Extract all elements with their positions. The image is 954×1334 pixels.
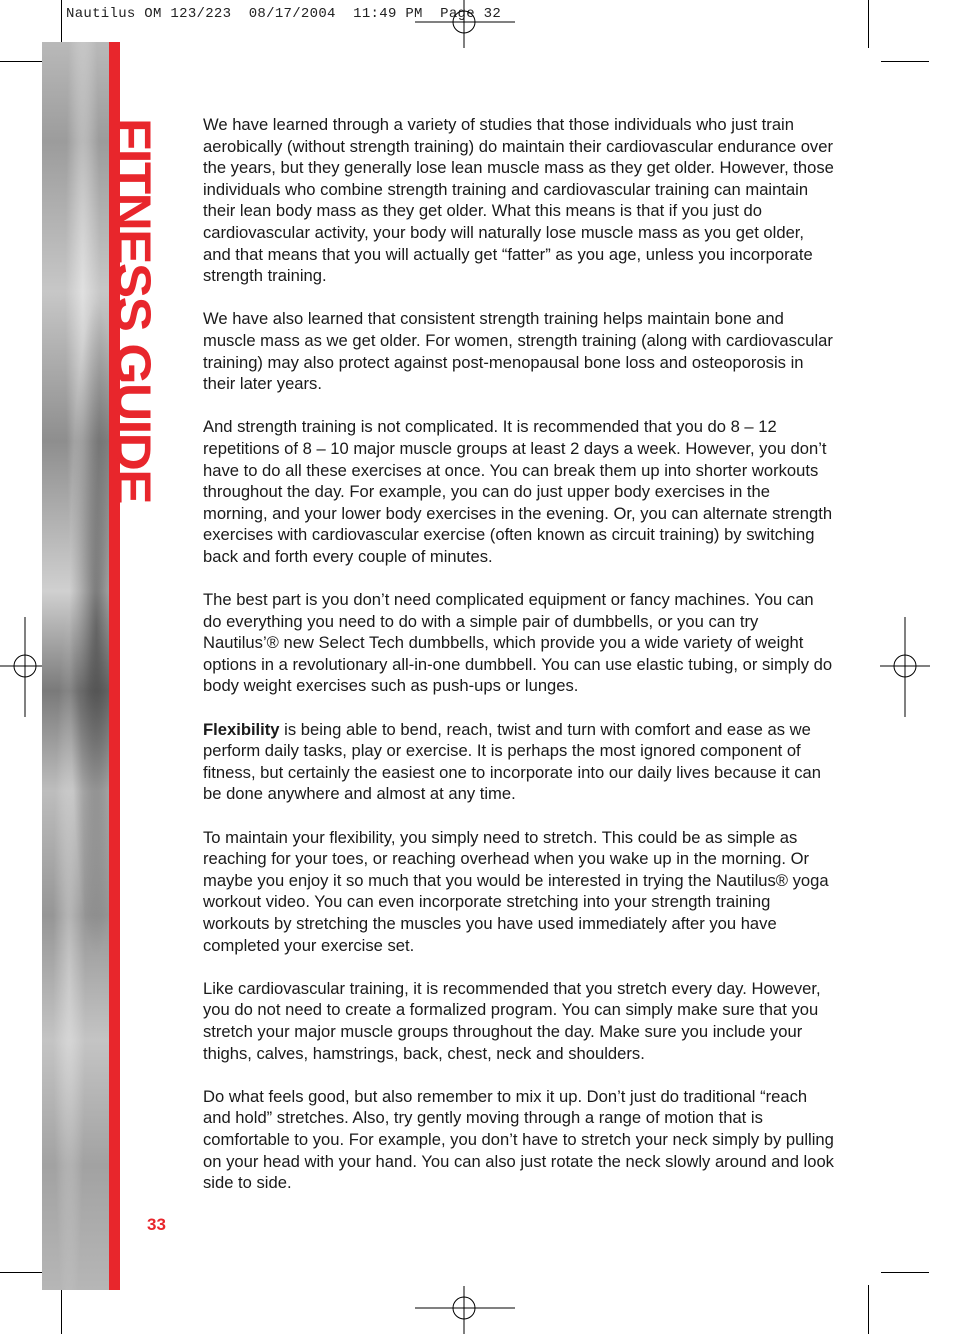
paragraph: We have learned through a variety of studies that those individuals who just train aerobically (without strength training) do maintain their cardiovascular endurance over the years, but they generally lose lean muscle mass as they get older. However, those individuals who combine strength training and cardiovascular training can maintain their lean body mass as they get older. What this means is that if you just do cardiovascular activity, your body will naturally lose muscle mass as you get older, and that means that you will actually get “fatter” as you age, unless you incorporate strength training.: [203, 115, 834, 286]
flexibility-heading: Flexibility: [203, 719, 280, 739]
registration-mark-icon: [880, 617, 930, 717]
crop-mark: [0, 61, 48, 62]
page-number: 33: [147, 1215, 166, 1234]
paragraph: The best part is you don’t need complicated equipment or fancy machines. You can do everything you need to do with a simple pair of dumbbells, or you can try Nautilus’® new Select Tech dumbbells, which provide you a wide variety of weight options in a revolutionary all-in-one dumbbell. You can use elastic tubing, or simply do body weight exercises such as push-ups or lunges.: [203, 590, 833, 696]
registration-mark-icon: [415, 1286, 515, 1334]
red-accent-bar: [109, 42, 120, 1290]
paragraph: And strength training is not complicated. It is recommended that you do 8 – 12 repetitions of 8 – 10 major muscle groups at least 2 days a week. However, you don’t have to do all these exercises at once. You can break them up into shorter workouts throughout the day. For example, you can do just upper body exercises in the morning, and your lower body exercises in the evening. Or, you can alternate strength exercises with cardiovascular exercise (often known as circuit training) by switching back and forth every couple of minutes.: [203, 417, 833, 566]
paragraph-flexibility: Flexibility is being able to bend, reach, twist and turn with comfort and ease as we perform daily tasks, play or exercise. It is perhaps the most ignored component of fitness, but certainly the easiest one to incorporate into our daily lives because it can be done anywhere and almost at any time.: [203, 719, 822, 804]
crop-mark: [61, 1285, 62, 1334]
crop-mark: [61, 0, 62, 48]
crop-mark: [868, 0, 869, 48]
crop-mark: [881, 1272, 929, 1273]
body-text: [203, 114, 835, 1215]
side-title: FITNESS GUIDE: [105, 118, 161, 482]
crop-mark: [0, 1272, 48, 1273]
paragraph: Do what feels good, but also remember to mix it up. Don’t just do traditional “reach and hold” stretches. Also, try gently moving through a range of motion that is comfortable to you. For example, you don’t have to stretch your neck simply by pulling on your head with your hand. You can also just rotate the neck slowly around and look side to side.: [203, 1086, 834, 1193]
crop-mark: [868, 1285, 869, 1334]
paragraph: To maintain your flexibility, you simply need to stretch. This could be as simple as reaching for your toes, or reaching overhead when you wake up in the morning. Or maybe you enjoy it so much that you would be interested in trying the Nautilus® yoga workout video. You can even incorporate stretching into your strength training workouts by stretching the muscles you have used immediately after you have completed your exercise set.: [203, 827, 829, 955]
registration-mark-icon: [415, 0, 515, 48]
crop-mark: [881, 61, 929, 62]
sidebar-photo: [42, 42, 110, 1290]
paragraph: Like cardiovascular training, it is recommended that you stretch every day. However, you do not need to create a formalized program. You can simply make sure that you stretch your major muscle groups throughout the day. Make sure you include your thighs, calves, hamstrings, back, chest, neck and shoulders.: [203, 978, 821, 1063]
paragraph: We have also learned that consistent strength training helps maintain bone and muscle mass as we get older. For women, strength training (along with cardiovascular training) may also protect against post-menopausal bone loss and osteoporosis in their later years.: [203, 309, 833, 394]
print-slug-line: Nautilus OM 123/223 08/17/2004 11:49 PM Page 32: [66, 6, 502, 22]
